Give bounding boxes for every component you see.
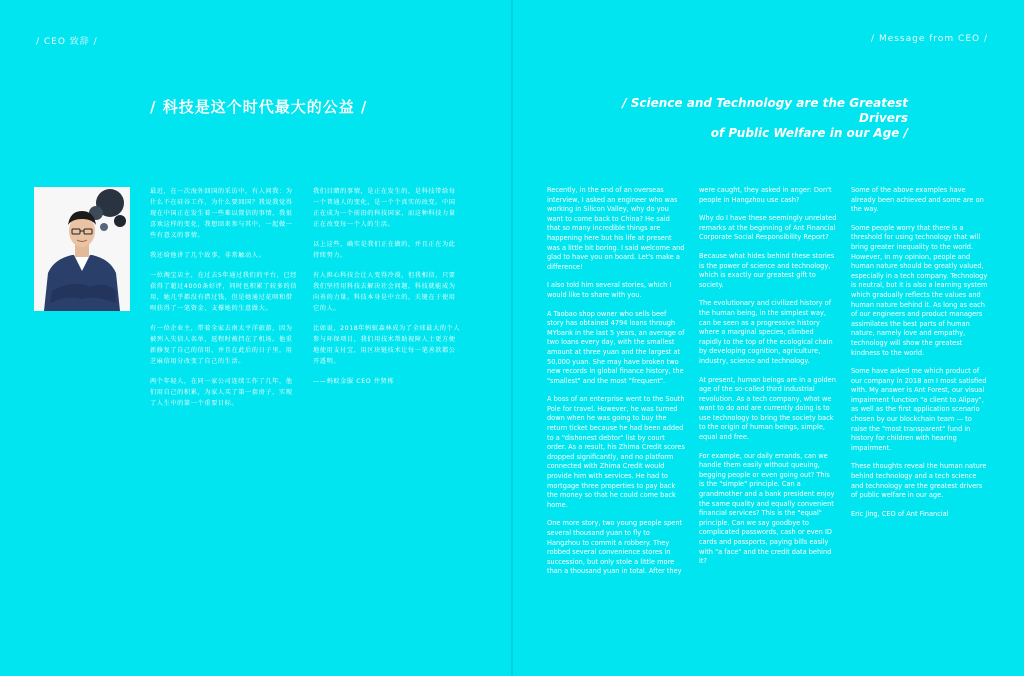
paragraph: Some have asked me which product of our company in 2018 am I most satisfied with. My answer is Ant Forest, our visual impairment function "a client to Alipay", as well as the first application scenario chosen by our blockchain team — to raise the "most transparent" fund in history for children with hearing impairment.	[851, 367, 987, 452]
paragraph: These thoughts reveal the human nature behind technology and a tech science and technology are the greatest drivers of public welfare in our age.	[851, 462, 987, 500]
section-header-en: / Message from CEO /	[871, 34, 988, 44]
paragraph: were caught, they asked in anger: Don't people in Hangzhou use cash?	[699, 186, 832, 204]
paragraph: Recently, in the end of an overseas interview, I asked an engineer who was working in Silicon Valley, why do you want to come back to China? He said that so many incredible things are happening here but his life at present was a little bit boring. I said welcome and glad to have you on board. Let's make a difference!	[547, 186, 685, 271]
paragraph: For example, our daily errands, can we handle them easily without queuing, begging people or even going out? This is the "simple" principle. Can a grandmother and a bank president enjoy the same quality and equally convenient financial services? This is the "equal" principle. Can we say goodbye to complicated passwords, cash or even ID cards and passports, paying bills easily with "a face" and the credit data behind it?	[699, 451, 835, 566]
body-column-en-1	[547, 186, 685, 586]
paragraph: A Taobao shop owner who sells beef story has obtained 4794 loans through MYbank in the last 5 years, an average of two loans every day, with the smallest amount at three yuan and the largest at 50,000 yuan. She may have broken two new records in global finance history, the "smallest" and the most "frequent".	[547, 309, 685, 385]
page-title-en-line2: of Public Welfare in our Age /	[710, 126, 908, 140]
paragraph: Some of the above examples have already been achieved and some are on the way.	[851, 186, 984, 214]
ceo-portrait-icon	[34, 187, 130, 311]
page-title-cn: / 科技是这个时代最大的公益 /	[150, 98, 368, 116]
body-column-en-3	[851, 186, 989, 528]
paragraph: 一位淘宝店主，在过去5年通过我们的平台，已经获得了超过4000条好评，同时也积累了较多的信用，她几乎都没有借过钱，但是她通过花呗和借呗获得了一笔资金，支撑她的生意做大。	[150, 272, 298, 312]
signature-cn: ——蚂蚁金服 CEO 井贤栋	[313, 378, 395, 385]
paragraph: 最近，在一次海外回国的采访中，有人问我：为什么不在硅谷工作，为什么要回国？我说我觉得现在中国正在发生着一些难以置信的事情，我很喜欢这样的变化，我想回来参与其中，一起做一些有意义的事情。	[150, 188, 293, 239]
spread-divider	[511, 0, 513, 676]
page-title-en	[600, 96, 908, 141]
paragraph: Because what hides behind these stories is the power of science and technology, which is exactly our greatest gift to society.	[699, 251, 835, 289]
section-header-cn: / CEO 致辞 /	[36, 37, 98, 47]
ceo-portrait-photo	[34, 187, 130, 311]
paragraph: One more story, two young people spent several thousand yuan to fly to Hangzhou to commit a robbery. They robbed several convenience stores in succession, but only stole a little more than a thousand yuan in total. After they	[547, 519, 683, 576]
paragraph: 比如说，2018年蚂蚁森林成为了全球最大的个人参与环保项目，我们用技术帮助视障人士更方便地使用支付宝，用区块链技术让每一笔善款都公开透明。	[313, 325, 461, 365]
signature-en: Eric Jing, CEO of Ant Financial	[851, 509, 949, 518]
paragraph: 有一位企业主，带着全家去南太平洋旅游，因为被列入失信人名单，返程时被挡在了机场。他重新修复了自己的信用，并且在此后的日子里，用芝麻信用分改变了自己的生活。	[150, 325, 293, 365]
paragraph: The evolutionary and civilized history of the human being, in the simplest way, can be seen as a progressive history where a marginal species, climbed rapidly to the top of the ecological chain by developing cognition, agriculture, industry, science and technology.	[699, 299, 833, 365]
paragraph: 我还给他讲了几个故事，非常触动人。	[150, 252, 266, 259]
paragraph: Why do I have these seemingly unrelated remarks at the beginning of Ant Financial Corporate Social Responsibility Report?	[699, 214, 837, 242]
body-column-cn-1	[150, 186, 298, 418]
paragraph: At present, human beings are in a golden age of the so-called third industrial revolution. As a tech company, what we want to do and are currently doing is to use technology to bring the society back to the origin of human beings, simple, equal and free.	[699, 375, 836, 442]
paragraph: I also told him several stories, which I would like to share with you.	[547, 281, 672, 299]
paragraph: 我们目睹的事情，是正在发生的，是科技带给每一个普通人的变化，是一个个真实的改变。中国正在成为一个前沿的科技国家，而这种科技力量正在改变每一个人的生活。	[313, 188, 456, 228]
paragraph: A boss of an enterprise went to the South Pole for travel. However, he was turned down when he was going to buy the return ticket because he had been added to a "dishonest debtor" list by court order. As a result, his Zhima Credit scores dropped significantly, and no platform connected with Zhima Credit would provide him with services. He had to mortgage three properties to pay back the money so that he could come back home.	[547, 395, 685, 509]
page-title-en-line1: / Science and Technology are the Greatest Drivers	[622, 96, 908, 125]
paragraph: 以上这些，确实是我们正在做的，并且正在为此持续努力。	[313, 241, 456, 259]
paragraph: Some people worry that there is a threshold for using technology that will bring greater inequality to the world. However, in my opinion, people and human nature should be greatly valued, especially in a tech company. Technology is neutral, but it is also a learning system which gradually reflects the values and human nature behind it. As long as each of our engineers and product managers assimilates the best parts of human nature, namely love and empathy, technology will show the greatest kindness to the world.	[851, 223, 988, 357]
paragraph: 有人担心科技会让人变得冷漠，但我相信，只要我们坚持用科技去解决社会问题，科技就能成为向善的力量。科技本身是中立的，关键在于使用它的人。	[313, 272, 456, 312]
body-column-en-2	[699, 186, 837, 576]
body-column-cn-2	[313, 186, 461, 396]
paragraph: 两个年轻人，在同一家公司连续工作了几年，他们用自己的积累，为家人买了第一套房子，实现了人生中的第一个重要目标。	[150, 378, 293, 407]
